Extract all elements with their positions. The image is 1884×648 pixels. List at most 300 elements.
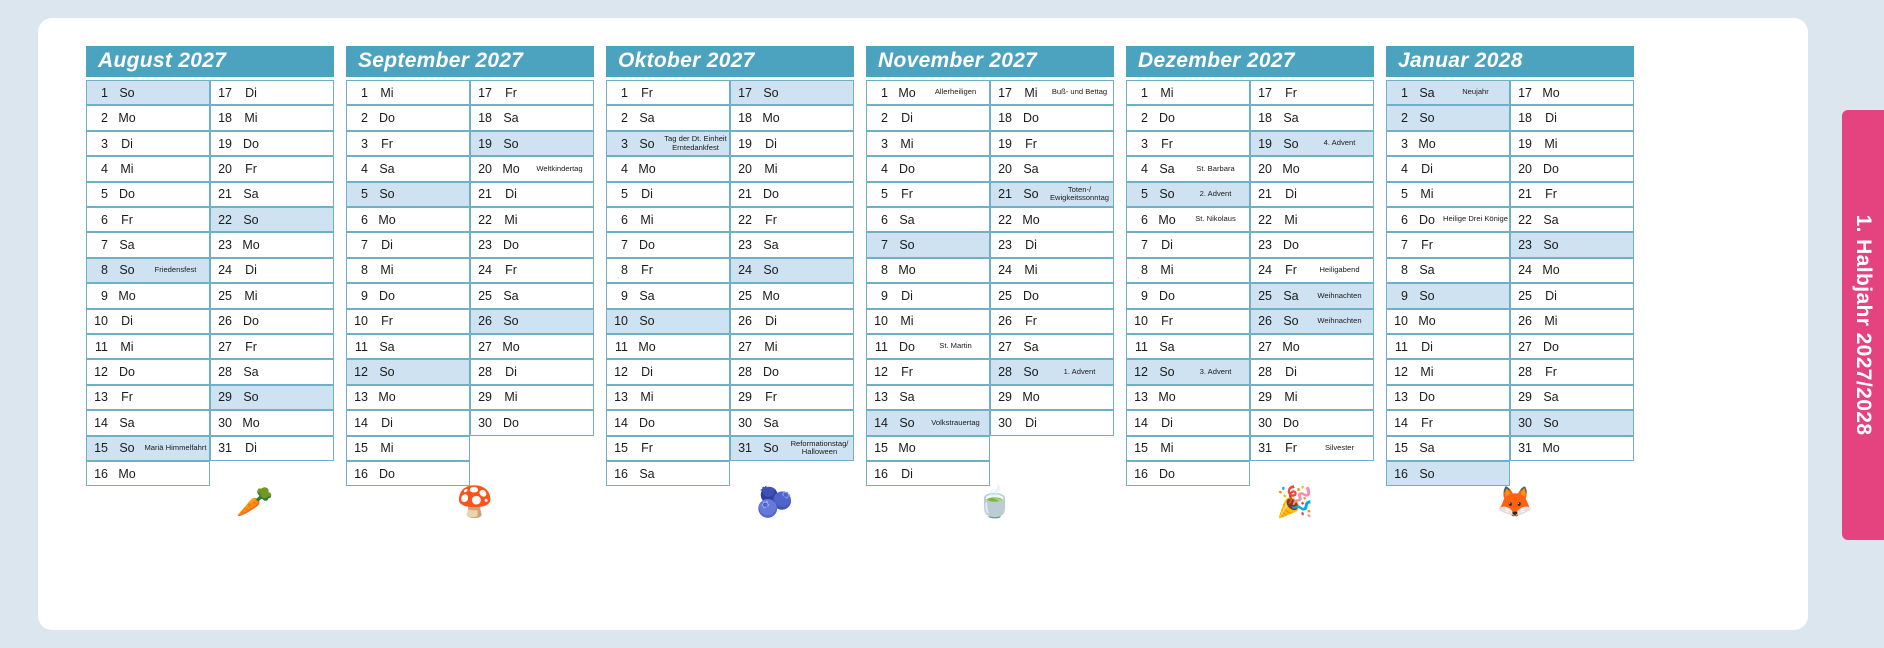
day-of-week: So bbox=[1016, 359, 1046, 384]
day-note[interactable] bbox=[1046, 232, 1114, 257]
day-note[interactable] bbox=[662, 258, 730, 283]
calendar-day-row bbox=[1250, 232, 1374, 257]
day-note[interactable] bbox=[1306, 359, 1374, 384]
day-of-week: Di bbox=[236, 258, 266, 283]
day-note[interactable] bbox=[786, 105, 854, 130]
day-note[interactable] bbox=[662, 232, 730, 257]
day-number: 17 bbox=[1250, 80, 1276, 105]
day-number: 30 bbox=[470, 410, 496, 435]
day-note[interactable] bbox=[526, 359, 594, 384]
day-note[interactable] bbox=[526, 410, 594, 435]
day-of-week: So bbox=[112, 436, 142, 461]
day-number: 6 bbox=[606, 207, 632, 232]
day-note[interactable] bbox=[266, 283, 334, 308]
day-note[interactable] bbox=[1566, 283, 1634, 308]
day-note[interactable] bbox=[1566, 182, 1634, 207]
day-of-week: Mi bbox=[892, 131, 922, 156]
day-note[interactable]: 2. Advent bbox=[1182, 182, 1250, 207]
day-of-week: Mo bbox=[1536, 436, 1566, 461]
day-note[interactable] bbox=[142, 131, 210, 156]
day-note[interactable] bbox=[1306, 80, 1374, 105]
day-number: 24 bbox=[1250, 258, 1276, 283]
day-note[interactable] bbox=[402, 207, 470, 232]
day-note[interactable] bbox=[922, 182, 990, 207]
day-note[interactable]: St. Martin bbox=[922, 334, 990, 359]
day-note[interactable] bbox=[526, 334, 594, 359]
day-note[interactable] bbox=[142, 105, 210, 130]
day-note[interactable] bbox=[1566, 334, 1634, 359]
day-note[interactable] bbox=[1442, 131, 1510, 156]
day-note[interactable] bbox=[1566, 385, 1634, 410]
day-number: 4 bbox=[1126, 156, 1152, 181]
day-note[interactable] bbox=[1046, 258, 1114, 283]
calendar-day-row bbox=[470, 283, 594, 308]
calendar-day-row bbox=[1386, 182, 1510, 207]
day-note[interactable] bbox=[142, 359, 210, 384]
calendar-day-row bbox=[346, 385, 470, 410]
day-of-week: Sa bbox=[1276, 105, 1306, 130]
day-note[interactable] bbox=[1182, 410, 1250, 435]
day-note[interactable] bbox=[266, 182, 334, 207]
day-note[interactable] bbox=[266, 258, 334, 283]
calendar-day-row bbox=[346, 131, 470, 156]
calendar-day-row bbox=[86, 207, 210, 232]
day-of-week: Di bbox=[1016, 410, 1046, 435]
day-note[interactable] bbox=[1046, 334, 1114, 359]
day-note[interactable] bbox=[526, 461, 594, 486]
day-number: 23 bbox=[470, 232, 496, 257]
day-note[interactable] bbox=[266, 436, 334, 461]
day-note[interactable] bbox=[526, 385, 594, 410]
month-column-right bbox=[990, 80, 1114, 486]
day-note[interactable] bbox=[266, 334, 334, 359]
month-columns bbox=[1126, 80, 1374, 486]
day-note[interactable] bbox=[786, 461, 854, 486]
calendar-day-row bbox=[470, 232, 594, 257]
day-note[interactable] bbox=[662, 359, 730, 384]
day-of-week: So bbox=[1152, 359, 1182, 384]
day-note[interactable] bbox=[402, 359, 470, 384]
day-of-week: Mo bbox=[1152, 385, 1182, 410]
day-note[interactable] bbox=[142, 461, 210, 486]
calendar-day-row bbox=[210, 283, 334, 308]
day-of-week bbox=[1016, 436, 1046, 461]
day-number: 4 bbox=[346, 156, 372, 181]
calendar-day-row bbox=[1510, 334, 1634, 359]
day-of-week: Mo bbox=[1016, 207, 1046, 232]
day-of-week: Do bbox=[1412, 207, 1442, 232]
day-note[interactable] bbox=[1566, 461, 1634, 486]
day-note[interactable] bbox=[402, 334, 470, 359]
day-note[interactable] bbox=[922, 461, 990, 486]
day-note[interactable] bbox=[526, 105, 594, 130]
day-note[interactable] bbox=[1442, 105, 1510, 130]
day-number bbox=[470, 461, 496, 486]
calendar-day-row bbox=[990, 156, 1114, 181]
day-note[interactable]: Mariä Himmelfahrt bbox=[142, 436, 210, 461]
day-note[interactable] bbox=[1046, 283, 1114, 308]
day-note[interactable]: Tag der Dt. Einheit Erntedankfest bbox=[662, 131, 730, 156]
day-note[interactable] bbox=[922, 283, 990, 308]
day-note[interactable] bbox=[266, 385, 334, 410]
day-note[interactable] bbox=[266, 207, 334, 232]
day-number: 10 bbox=[346, 309, 372, 334]
day-note[interactable] bbox=[266, 410, 334, 435]
day-note[interactable] bbox=[1566, 131, 1634, 156]
day-note[interactable] bbox=[1306, 232, 1374, 257]
day-note[interactable] bbox=[786, 182, 854, 207]
day-note[interactable] bbox=[142, 309, 210, 334]
calendar-day-row bbox=[1386, 309, 1510, 334]
day-note[interactable] bbox=[1442, 410, 1510, 435]
day-note[interactable] bbox=[142, 207, 210, 232]
calendar-day-row bbox=[1386, 461, 1510, 486]
calendar-day-row bbox=[730, 410, 854, 435]
day-note[interactable] bbox=[662, 207, 730, 232]
day-note[interactable] bbox=[1046, 410, 1114, 435]
day-number: 7 bbox=[346, 232, 372, 257]
day-note[interactable] bbox=[402, 232, 470, 257]
day-number: 1 bbox=[86, 80, 112, 105]
day-note[interactable] bbox=[786, 385, 854, 410]
day-note[interactable] bbox=[1182, 461, 1250, 486]
day-note[interactable]: 3. Advent bbox=[1182, 359, 1250, 384]
day-note[interactable] bbox=[1182, 436, 1250, 461]
calendar-day-row bbox=[210, 207, 334, 232]
day-note[interactable] bbox=[662, 309, 730, 334]
day-note[interactable] bbox=[402, 156, 470, 181]
day-note[interactable] bbox=[1182, 131, 1250, 156]
day-of-week: So bbox=[372, 182, 402, 207]
day-note[interactable] bbox=[266, 232, 334, 257]
calendar-day-row bbox=[606, 309, 730, 334]
day-of-week: Mo bbox=[632, 156, 662, 181]
day-note[interactable] bbox=[1442, 461, 1510, 486]
day-note[interactable] bbox=[1442, 385, 1510, 410]
calendar-day-row bbox=[1386, 80, 1510, 105]
day-number: 7 bbox=[86, 232, 112, 257]
day-note[interactable] bbox=[1442, 334, 1510, 359]
day-note[interactable] bbox=[786, 156, 854, 181]
day-note[interactable] bbox=[402, 105, 470, 130]
day-of-week: Do bbox=[112, 359, 142, 384]
day-note[interactable] bbox=[1442, 258, 1510, 283]
day-note[interactable] bbox=[1046, 131, 1114, 156]
day-note[interactable] bbox=[1566, 207, 1634, 232]
calendar-day-row bbox=[1126, 182, 1250, 207]
month-title: Dezember 2027 bbox=[1126, 46, 1374, 77]
day-number: 27 bbox=[470, 334, 496, 359]
day-number: 31 bbox=[210, 436, 236, 461]
day-note[interactable] bbox=[786, 283, 854, 308]
day-number: 12 bbox=[1386, 359, 1412, 384]
day-note[interactable] bbox=[266, 359, 334, 384]
day-number: 16 bbox=[606, 461, 632, 486]
day-note[interactable] bbox=[1182, 385, 1250, 410]
day-note[interactable] bbox=[402, 80, 470, 105]
calendar-day-row bbox=[606, 207, 730, 232]
day-note[interactable] bbox=[402, 436, 470, 461]
day-note[interactable] bbox=[1442, 283, 1510, 308]
day-note[interactable] bbox=[922, 207, 990, 232]
day-of-week: Mi bbox=[1152, 258, 1182, 283]
day-note[interactable] bbox=[1182, 258, 1250, 283]
day-note[interactable] bbox=[1306, 385, 1374, 410]
day-note[interactable] bbox=[1566, 156, 1634, 181]
day-of-week: Fr bbox=[892, 182, 922, 207]
day-note[interactable]: Heilige Drei Könige bbox=[1442, 207, 1510, 232]
day-of-week: Do bbox=[756, 182, 786, 207]
day-note[interactable] bbox=[1046, 105, 1114, 130]
day-of-week: Di bbox=[756, 309, 786, 334]
day-note[interactable] bbox=[402, 283, 470, 308]
day-note[interactable] bbox=[402, 309, 470, 334]
calendar-day-row bbox=[470, 258, 594, 283]
day-note[interactable]: St. Nikolaus bbox=[1182, 207, 1250, 232]
day-note[interactable] bbox=[786, 359, 854, 384]
day-of-week: Sa bbox=[496, 105, 526, 130]
month-block bbox=[1126, 46, 1374, 538]
day-note[interactable]: Weihnachten bbox=[1306, 309, 1374, 334]
day-note[interactable] bbox=[786, 131, 854, 156]
day-note[interactable] bbox=[142, 182, 210, 207]
day-note[interactable] bbox=[266, 131, 334, 156]
day-of-week: Mi bbox=[372, 436, 402, 461]
day-note[interactable] bbox=[526, 80, 594, 105]
day-note[interactable] bbox=[1566, 258, 1634, 283]
day-note[interactable]: St. Barbara bbox=[1182, 156, 1250, 181]
calendar-day-row bbox=[86, 283, 210, 308]
day-number: 5 bbox=[346, 182, 372, 207]
day-note[interactable]: Friedensfest bbox=[142, 258, 210, 283]
day-note[interactable] bbox=[402, 182, 470, 207]
calendar-day-row bbox=[606, 105, 730, 130]
calendar-day-row bbox=[730, 131, 854, 156]
day-note[interactable] bbox=[1182, 334, 1250, 359]
day-note[interactable] bbox=[662, 436, 730, 461]
day-note[interactable] bbox=[1566, 232, 1634, 257]
day-note[interactable] bbox=[662, 385, 730, 410]
day-of-week: Mi bbox=[1152, 436, 1182, 461]
day-note[interactable] bbox=[1306, 105, 1374, 130]
day-of-week: Di bbox=[1412, 156, 1442, 181]
day-note[interactable] bbox=[922, 232, 990, 257]
day-note[interactable] bbox=[1306, 207, 1374, 232]
day-note[interactable] bbox=[526, 436, 594, 461]
day-note[interactable] bbox=[1566, 309, 1634, 334]
day-note[interactable] bbox=[266, 105, 334, 130]
day-of-week: Mi bbox=[1536, 131, 1566, 156]
day-note[interactable] bbox=[402, 385, 470, 410]
day-number bbox=[990, 436, 1016, 461]
day-note[interactable] bbox=[1442, 182, 1510, 207]
day-note[interactable] bbox=[786, 258, 854, 283]
day-note[interactable] bbox=[1182, 309, 1250, 334]
day-note[interactable] bbox=[1566, 80, 1634, 105]
day-note[interactable] bbox=[402, 410, 470, 435]
day-note[interactable] bbox=[786, 309, 854, 334]
day-note[interactable] bbox=[266, 156, 334, 181]
day-note[interactable] bbox=[1566, 410, 1634, 435]
day-note[interactable] bbox=[402, 258, 470, 283]
day-note[interactable]: Allerheiligen bbox=[922, 80, 990, 105]
calendar-day-row bbox=[730, 283, 854, 308]
day-note[interactable] bbox=[1306, 461, 1374, 486]
day-note[interactable]: Weihnachten bbox=[1306, 283, 1374, 308]
day-note[interactable] bbox=[142, 410, 210, 435]
day-note[interactable] bbox=[786, 410, 854, 435]
day-note[interactable] bbox=[142, 283, 210, 308]
calendar-day-row bbox=[1510, 232, 1634, 257]
day-note[interactable] bbox=[662, 410, 730, 435]
day-number: 29 bbox=[990, 385, 1016, 410]
day-number: 22 bbox=[210, 207, 236, 232]
calendar-day-row bbox=[86, 131, 210, 156]
day-note[interactable] bbox=[1306, 156, 1374, 181]
day-note[interactable] bbox=[662, 461, 730, 486]
day-note[interactable] bbox=[402, 131, 470, 156]
month-columns bbox=[866, 80, 1114, 486]
day-note[interactable] bbox=[1306, 334, 1374, 359]
day-of-week: Mo bbox=[1536, 258, 1566, 283]
day-note[interactable]: Weltkindertag bbox=[526, 156, 594, 181]
month-column-right bbox=[210, 80, 334, 486]
day-of-week: Mo bbox=[372, 207, 402, 232]
day-note[interactable] bbox=[1442, 232, 1510, 257]
day-note[interactable]: Neujahr bbox=[1442, 80, 1510, 105]
day-note[interactable] bbox=[526, 258, 594, 283]
day-of-week: Mi bbox=[1276, 385, 1306, 410]
day-of-week: Sa bbox=[632, 283, 662, 308]
calendar-day-row bbox=[730, 309, 854, 334]
day-note[interactable] bbox=[922, 258, 990, 283]
calendar-day-row bbox=[1510, 410, 1634, 435]
day-note[interactable] bbox=[662, 334, 730, 359]
day-of-week: So bbox=[1276, 309, 1306, 334]
day-note[interactable] bbox=[1182, 80, 1250, 105]
calendar-day-row bbox=[210, 80, 334, 105]
day-note[interactable] bbox=[1566, 436, 1634, 461]
day-note[interactable] bbox=[1046, 207, 1114, 232]
day-note[interactable] bbox=[526, 182, 594, 207]
day-note[interactable] bbox=[1182, 105, 1250, 130]
day-note[interactable] bbox=[142, 385, 210, 410]
day-note[interactable] bbox=[266, 80, 334, 105]
day-note[interactable] bbox=[1566, 359, 1634, 384]
day-note[interactable] bbox=[1182, 283, 1250, 308]
day-note[interactable] bbox=[1046, 309, 1114, 334]
day-of-week: Do bbox=[1276, 232, 1306, 257]
day-note[interactable]: Silvester bbox=[1306, 436, 1374, 461]
day-note[interactable] bbox=[1442, 436, 1510, 461]
day-of-week: Do bbox=[632, 232, 662, 257]
day-of-week: Di bbox=[1536, 105, 1566, 130]
day-note[interactable] bbox=[786, 232, 854, 257]
day-note[interactable]: Buß- und Bettag bbox=[1046, 80, 1114, 105]
day-note[interactable] bbox=[922, 436, 990, 461]
calendar-day-row bbox=[606, 334, 730, 359]
day-note[interactable] bbox=[662, 105, 730, 130]
day-note[interactable] bbox=[1442, 309, 1510, 334]
day-note[interactable] bbox=[922, 385, 990, 410]
mushrooms-umbrella-illustration: 🍄 bbox=[456, 486, 494, 520]
calendar-day-row bbox=[86, 410, 210, 435]
day-note[interactable]: Volkstrauertag bbox=[922, 410, 990, 435]
day-note[interactable] bbox=[922, 309, 990, 334]
day-note[interactable] bbox=[142, 334, 210, 359]
calendar-day-row bbox=[990, 182, 1114, 207]
day-note[interactable] bbox=[526, 207, 594, 232]
day-note[interactable] bbox=[402, 461, 470, 486]
day-note[interactable] bbox=[1442, 156, 1510, 181]
day-number: 5 bbox=[866, 182, 892, 207]
day-note[interactable] bbox=[1566, 105, 1634, 130]
day-note[interactable]: 4. Advent bbox=[1306, 131, 1374, 156]
month-columns bbox=[606, 80, 854, 486]
day-note[interactable] bbox=[526, 283, 594, 308]
day-number: 18 bbox=[1250, 105, 1276, 130]
day-note[interactable] bbox=[526, 131, 594, 156]
day-note[interactable] bbox=[786, 207, 854, 232]
day-note[interactable]: Reformationstag/ Halloween bbox=[786, 436, 854, 461]
day-note[interactable] bbox=[922, 156, 990, 181]
day-note[interactable] bbox=[1046, 436, 1114, 461]
day-note[interactable] bbox=[526, 232, 594, 257]
day-of-week: Fr bbox=[372, 309, 402, 334]
day-number: 21 bbox=[990, 182, 1016, 207]
day-number: 8 bbox=[86, 258, 112, 283]
day-note[interactable]: Heiligabend bbox=[1306, 258, 1374, 283]
day-note[interactable] bbox=[922, 131, 990, 156]
day-note[interactable] bbox=[786, 334, 854, 359]
day-note[interactable] bbox=[1306, 182, 1374, 207]
day-of-week: So bbox=[892, 232, 922, 257]
day-number: 31 bbox=[1250, 436, 1276, 461]
day-number: 12 bbox=[346, 359, 372, 384]
day-note[interactable] bbox=[1306, 410, 1374, 435]
day-note[interactable] bbox=[142, 80, 210, 105]
day-note[interactable] bbox=[922, 105, 990, 130]
day-note[interactable]: 1. Advent bbox=[1046, 359, 1114, 384]
day-note[interactable] bbox=[786, 80, 854, 105]
carrot-mouse-illustration: 🥕 bbox=[236, 486, 274, 520]
day-note[interactable] bbox=[922, 359, 990, 384]
day-of-week: So bbox=[892, 410, 922, 435]
day-number bbox=[730, 461, 756, 486]
day-note[interactable]: Toten-/ Ewigkeitssonntag bbox=[1046, 182, 1114, 207]
day-note[interactable] bbox=[662, 80, 730, 105]
day-note[interactable] bbox=[1046, 461, 1114, 486]
day-note[interactable] bbox=[1046, 156, 1114, 181]
day-note[interactable] bbox=[662, 283, 730, 308]
day-note[interactable] bbox=[1442, 359, 1510, 384]
day-note[interactable] bbox=[266, 309, 334, 334]
day-number: 11 bbox=[86, 334, 112, 359]
day-of-week: Do bbox=[1276, 410, 1306, 435]
day-note[interactable] bbox=[526, 309, 594, 334]
calendar-day-row bbox=[606, 258, 730, 283]
day-note[interactable] bbox=[1182, 232, 1250, 257]
day-note[interactable] bbox=[1046, 385, 1114, 410]
day-note[interactable] bbox=[662, 156, 730, 181]
day-note[interactable] bbox=[142, 156, 210, 181]
calendar-day-row bbox=[1126, 461, 1250, 486]
day-note[interactable] bbox=[662, 182, 730, 207]
day-note[interactable] bbox=[266, 461, 334, 486]
day-note[interactable] bbox=[142, 232, 210, 257]
day-of-week: Sa bbox=[1536, 207, 1566, 232]
day-of-week: Mo bbox=[496, 156, 526, 181]
